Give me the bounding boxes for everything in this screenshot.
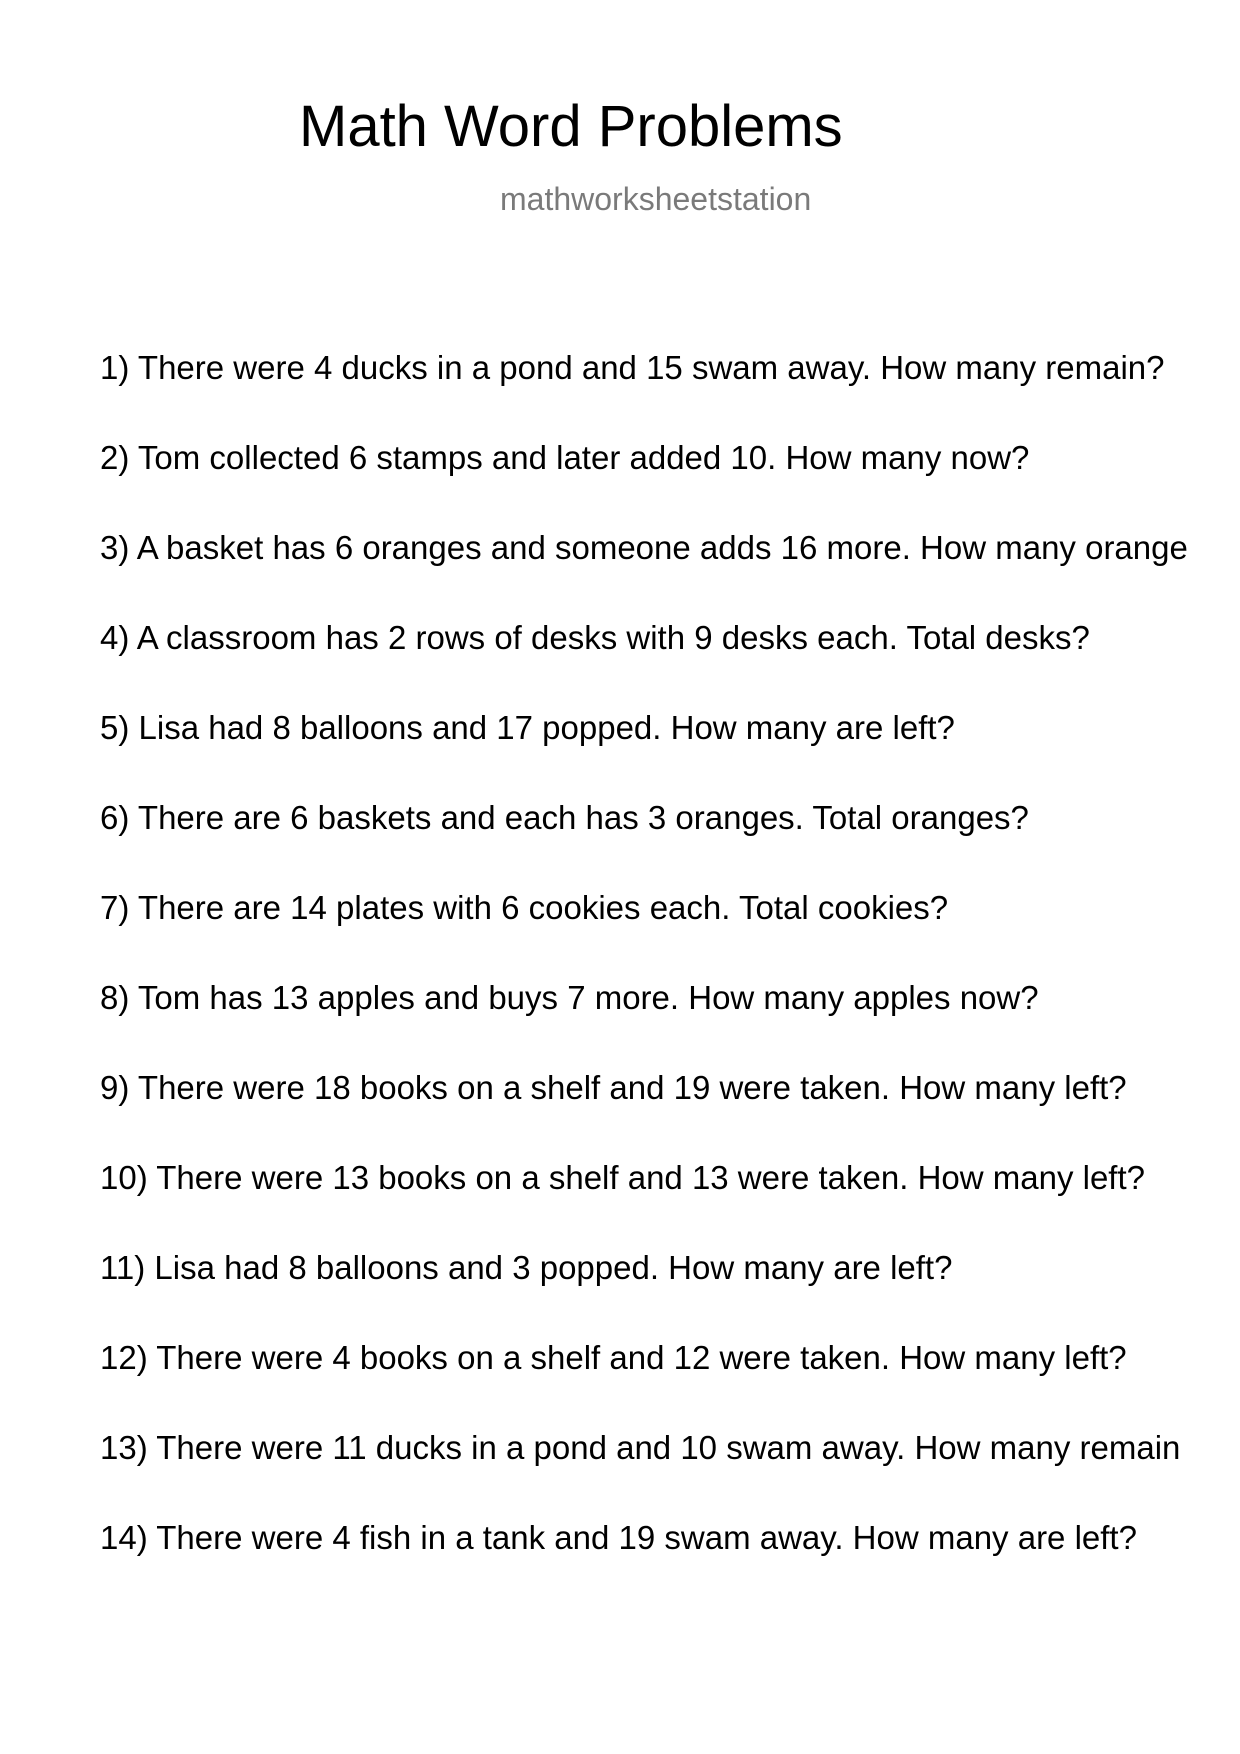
page-subtitle: mathworksheetstation [500, 181, 812, 217]
problem-item: 1) There were 4 ducks in a pond and 15 swam away. How many remain? [100, 351, 1165, 386]
problem-item: 8) Tom has 13 apples and buys 7 more. How many apples now? [100, 981, 1039, 1016]
problem-item: 3) A basket has 6 oranges and someone adds 16 more. How many orange [100, 531, 1188, 566]
problem-item: 13) There were 11 ducks in a pond and 10 swam away. How many remain [100, 1431, 1181, 1466]
problem-item: 7) There are 14 plates with 6 cookies each. Total cookies? [100, 891, 949, 926]
problem-item: 4) A classroom has 2 rows of desks with 9 desks each. Total desks? [100, 621, 1090, 656]
problem-item: 10) There were 13 books on a shelf and 13 were taken. How many left? [100, 1161, 1145, 1196]
problem-list [100, 351, 1240, 1611]
problem-item: 5) Lisa had 8 balloons and 17 popped. How many are left? [100, 711, 955, 746]
problem-item: 14) There were 4 fish in a tank and 19 swam away. How many are left? [100, 1521, 1137, 1556]
problem-item: 12) There were 4 books on a shelf and 12 were taken. How many left? [100, 1341, 1127, 1376]
problem-item: 2) Tom collected 6 stamps and later added 10. How many now? [100, 441, 1030, 476]
problem-item: 9) There were 18 books on a shelf and 19 were taken. How many left? [100, 1071, 1127, 1106]
problem-item: 11) Lisa had 8 balloons and 3 popped. How many are left? [100, 1251, 953, 1286]
problem-item: 6) There are 6 baskets and each has 3 oranges. Total oranges? [100, 801, 1029, 836]
page-title: Math Word Problems [299, 94, 843, 159]
